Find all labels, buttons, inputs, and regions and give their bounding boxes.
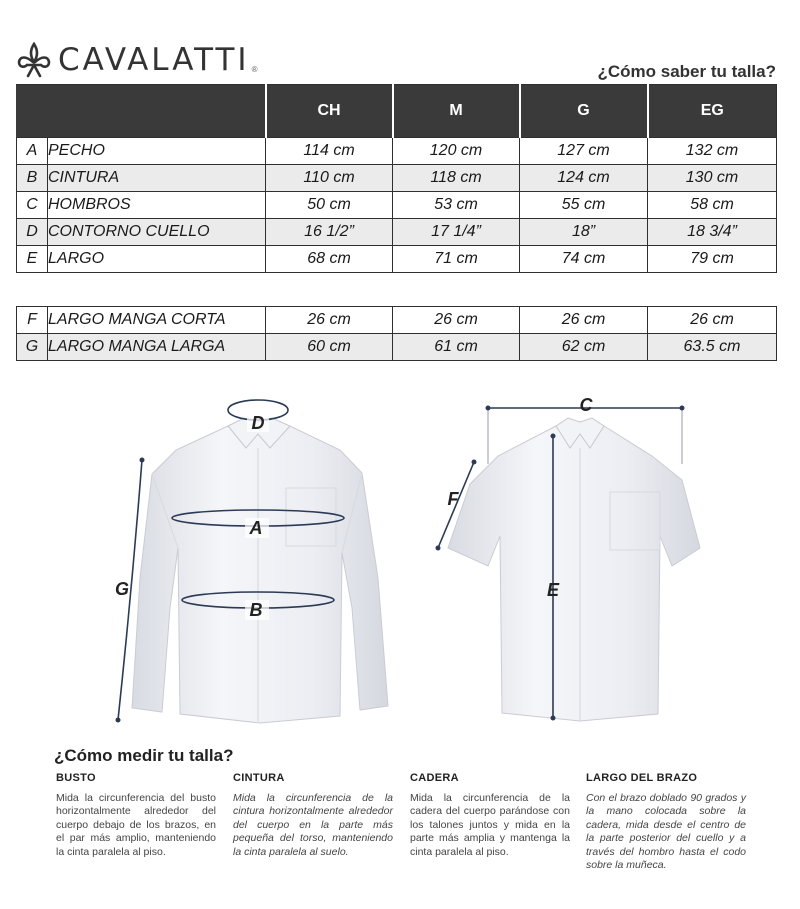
size-value-cell: 58 cm — [648, 192, 777, 219]
row-letter: E — [17, 246, 48, 273]
row-letter: G — [17, 334, 48, 361]
size-value-cell: 60 cm — [266, 334, 393, 361]
table-row — [17, 165, 777, 192]
size-value-cell: 132 cm — [648, 138, 777, 165]
label-d: D — [251, 413, 265, 433]
fleur-de-lis-icon — [16, 40, 52, 80]
table-row — [17, 219, 777, 246]
size-value-cell: 53 cm — [393, 192, 520, 219]
howto-text: Mida la circunferencia de la cintura horizontalmente alrededor del cuerpo en la parte más pequeña del torso, manteniendo la cinta paralela al suelo. — [233, 792, 393, 858]
table-row — [17, 307, 777, 334]
brand-logo — [16, 40, 257, 80]
row-label: LARGO MANGA CORTA — [48, 307, 266, 334]
howto-text: Mida la circunferencia de la cadera del cuerpo parándose con los talones juntos y mida en la parte más amplia y mantenga la cinta paralela al piso. — [410, 792, 570, 858]
size-value-cell: 63.5 cm — [648, 334, 777, 361]
size-value-cell: 68 cm — [266, 246, 393, 273]
size-value-cell: 71 cm — [393, 246, 520, 273]
howto-largo-brazo — [586, 772, 746, 872]
howto-cadera — [410, 772, 570, 859]
size-value-cell: 18 3/4” — [648, 219, 777, 246]
howto-cintura — [233, 772, 393, 859]
how-size-heading: ¿Cómo saber tu talla? — [597, 62, 776, 81]
size-value-cell: 18” — [520, 219, 648, 246]
size-value-cell: 130 cm — [648, 165, 777, 192]
size-m-header: M — [393, 85, 520, 138]
size-value-cell: 26 cm — [393, 307, 520, 334]
howto-text: Con el brazo doblado 90 grados y la mano colocada sobre la cadera, mida desde el centro de la parte posterior del cuello y a través del hombro hasta el codo sobre la muñeca. — [586, 792, 746, 872]
shirt-diagrams — [0, 388, 800, 733]
sleeve-table — [16, 306, 777, 361]
size-ch-header: CH — [266, 85, 393, 138]
size-value-cell: 26 cm — [648, 307, 777, 334]
row-label: CINTURA — [48, 165, 266, 192]
row-letter: C — [17, 192, 48, 219]
size-value-cell: 62 cm — [520, 334, 648, 361]
row-label: LARGO MANGA LARGA — [48, 334, 266, 361]
table-row — [17, 246, 777, 273]
howto-text: Mida la circunferencia del busto horizontalmente alrededor del cuerpo debajo de los brazos, en el par más amplio, manteniendo la cinta paralela al piso. — [56, 792, 216, 858]
row-label: LARGO — [48, 246, 266, 273]
size-value-cell: 124 cm — [520, 165, 648, 192]
row-letter: D — [17, 219, 48, 246]
size-value-cell: 79 cm — [648, 246, 777, 273]
row-label: HOMBROS — [48, 192, 266, 219]
howto-heading: LARGO DEL BRAZO — [586, 772, 698, 784]
size-value-cell: 55 cm — [520, 192, 648, 219]
brand-name: CAVALATTI — [58, 42, 250, 78]
size-value-cell: 26 cm — [520, 307, 648, 334]
table-row — [17, 334, 777, 361]
registered-mark: ® — [251, 65, 258, 74]
row-letter: B — [17, 165, 48, 192]
size-value-cell: 50 cm — [266, 192, 393, 219]
howto-heading: CINTURA — [233, 772, 285, 784]
label-a: A — [249, 518, 263, 538]
label-c: C — [579, 395, 593, 415]
howto-busto — [56, 772, 216, 859]
short-sleeve-shirt — [448, 418, 700, 721]
row-label: CONTORNO CUELLO — [48, 219, 266, 246]
size-table — [16, 84, 777, 273]
long-sleeve-shirt — [132, 418, 388, 723]
size-value-cell: 61 cm — [393, 334, 520, 361]
size-value-cell: 16 1/2” — [266, 219, 393, 246]
size-eg-header: EG — [648, 85, 777, 138]
row-letter: A — [17, 138, 48, 165]
header — [16, 40, 776, 84]
size-value-cell: 114 cm — [266, 138, 393, 165]
size-g-header: G — [520, 85, 648, 138]
label-e: E — [546, 580, 560, 600]
table-row — [17, 138, 777, 165]
label-b: B — [249, 600, 263, 620]
size-value-cell: 74 cm — [520, 246, 648, 273]
size-header-row — [17, 85, 777, 138]
size-value-cell: 127 cm — [520, 138, 648, 165]
row-letter: F — [17, 307, 48, 334]
size-value-cell: 118 cm — [393, 165, 520, 192]
label-f: F — [447, 489, 459, 509]
label-g: G — [114, 579, 130, 599]
size-value-cell: 110 cm — [266, 165, 393, 192]
size-value-cell: 17 1/4” — [393, 219, 520, 246]
row-label: PECHO — [48, 138, 266, 165]
size-value-cell: 120 cm — [393, 138, 520, 165]
howto-heading: CADERA — [410, 772, 459, 784]
size-value-cell: 26 cm — [266, 307, 393, 334]
header-blank — [17, 85, 266, 138]
howto-heading: BUSTO — [56, 772, 96, 784]
how-to-measure-title: ¿Cómo medir tu talla? — [54, 746, 234, 765]
table-row — [17, 192, 777, 219]
